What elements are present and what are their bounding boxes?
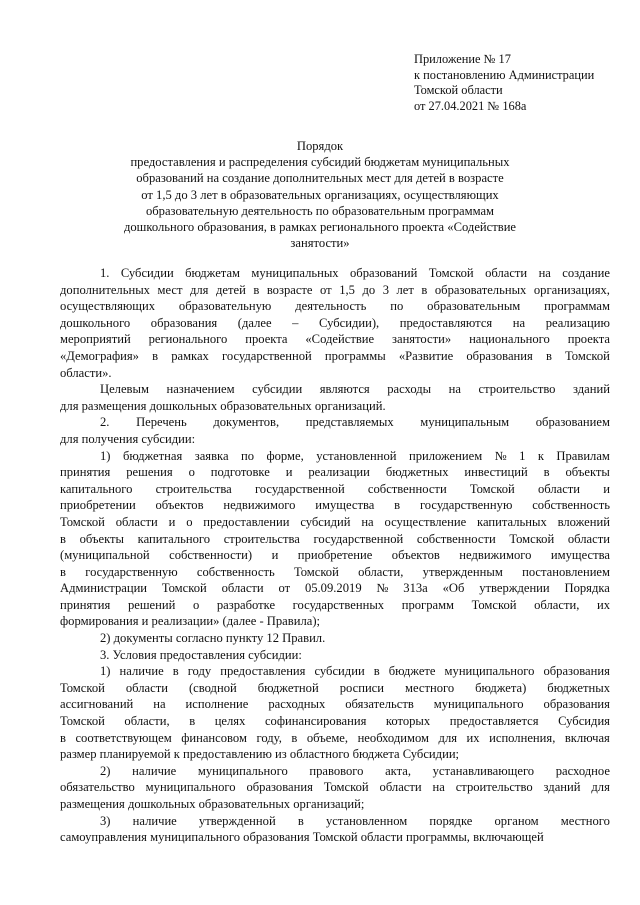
- paragraph-line: размер планируемой к предоставлению из областного бюджета Субсидии;: [60, 747, 460, 762]
- paragraph-line: 3) наличие утвержденной в установленном порядке органом местного: [100, 813, 610, 828]
- paragraph: [60, 448, 610, 631]
- paragraph-line: принятия решений о разработке государственных программ Томской области, их: [60, 597, 610, 612]
- paragraph-line: 1) наличие в году предоставления субсидии в бюджете муниципального образования: [100, 664, 610, 679]
- paragraph-line: в государственную собственность Томской области, утвержденным постановлением: [60, 564, 610, 579]
- title-line: образовательную деятельность по образовательным программам: [145, 203, 495, 218]
- paragraph-line: дополнительных мест для детей в возрасте от 1,5 до 3 лет в образовательных организациях,: [60, 282, 610, 297]
- title-line: занятости»: [290, 236, 350, 251]
- title-heading: Порядок: [296, 139, 344, 153]
- appendix-reference: к постановлению Администрации: [414, 67, 595, 82]
- appendix-number: Приложение № 17: [414, 52, 511, 66]
- paragraph-line: самоуправления муниципального образования Томской области программы, включающей: [60, 830, 544, 845]
- paragraph-line: дошкольного образования (далее – Субсидии), предоставляются на реализацию: [60, 315, 610, 330]
- paragraph: [60, 663, 610, 763]
- paragraph-line: мероприятий регионального проекта «Содействие занятости» национального проекта: [60, 332, 610, 347]
- paragraph-line: в объекты капитального строительства государственной собственности Томской области: [60, 531, 610, 546]
- paragraph-line: Администрации Томской области от 05.09.2019 № 313а «Об утверждении Порядка: [60, 581, 610, 596]
- paragraph-line: области».: [60, 365, 112, 380]
- appendix-region: Томской области: [414, 83, 503, 98]
- paragraph-line: осуществляющих образовательную деятельность по образовательным программам: [60, 299, 610, 314]
- paragraph-line: обязательство муниципального образования Томской области на строительство зданий для: [60, 780, 610, 795]
- paragraph-line: 1) бюджетная заявка по форме, установленной приложением № 1 к Правилам: [100, 448, 610, 463]
- paragraph-line: Томской области (сводной бюджетной росписи местного бюджета) бюджетных: [60, 680, 610, 695]
- paragraph-line: размещения дошкольных образовательных организаций;: [60, 797, 365, 811]
- title-line: дошкольного образования, в рамках регионального проекта «Содействие: [123, 220, 517, 235]
- paragraph: [60, 647, 610, 664]
- paragraph-line: Томской области, в целях софинансирования которых предоставляется Субсидия: [60, 714, 610, 729]
- title-line: предоставления и распределения субсидий бюджетам муниципальных: [130, 155, 510, 170]
- paragraph-line: 2. Перечень документов, представляемых муниципальным образованием: [100, 415, 610, 430]
- paragraph-line: (муниципальной собственности) и приобретение объектов недвижимого имущества: [60, 548, 610, 563]
- paragraph: [60, 813, 610, 846]
- appendix-date: от 27.04.2021 № 168а: [414, 98, 527, 113]
- paragraph-line: Томской области и о предоставлении субсидий на осуществление капитальных вложений: [60, 514, 610, 529]
- paragraph-line: 2) документы согласно пункту 12 Правил.: [100, 631, 326, 646]
- paragraph-line: формирования и реализации» (далее - Правила);: [60, 614, 321, 629]
- paragraph-line: 2) наличие муниципального правового акта, устанавливающего расходное: [100, 763, 610, 778]
- paragraph-line: в соответствующем финансовом году, в объеме, необходимом для их исполнения, включая: [60, 730, 610, 745]
- paragraph-line: принятия решения о подготовке и реализации бюджетных инвестиций в объекты: [60, 465, 610, 480]
- document-body: [60, 265, 610, 846]
- paragraph: [60, 630, 610, 647]
- paragraph-line: «Демография» в рамках государственной программы «Развитие образования в Томской: [60, 348, 610, 363]
- paragraph-line: 3. Условия предоставления субсидии:: [100, 647, 302, 662]
- paragraph: [60, 414, 610, 447]
- document-title: [100, 138, 540, 251]
- paragraph: [60, 265, 610, 381]
- paragraph-line: для размещения дошкольных образовательных организаций.: [60, 398, 386, 413]
- paragraph-line: капитального строительства государственной собственности Томской области и: [60, 481, 610, 496]
- title-line: образований на создание дополнительных мест для детей в возрасте: [136, 171, 504, 186]
- appendix-header: [414, 52, 594, 114]
- paragraph-line: Целевым назначением субсидии являются расходы на строительство зданий: [100, 382, 610, 397]
- paragraph-line: ассигнований на исполнение расходных обязательств муниципального образования: [60, 697, 610, 712]
- paragraph-line: приобретении объектов недвижимого имущества в государственную собственность: [60, 498, 610, 513]
- title-line: от 1,5 до 3 лет в образовательных организациях, осуществляющих: [141, 187, 499, 202]
- paragraph: [60, 381, 610, 414]
- paragraph-line: для получения субсидии:: [60, 431, 196, 446]
- paragraph: [60, 763, 610, 813]
- paragraph-line: 1. Субсидии бюджетам муниципальных образований Томской области на создание: [100, 266, 610, 280]
